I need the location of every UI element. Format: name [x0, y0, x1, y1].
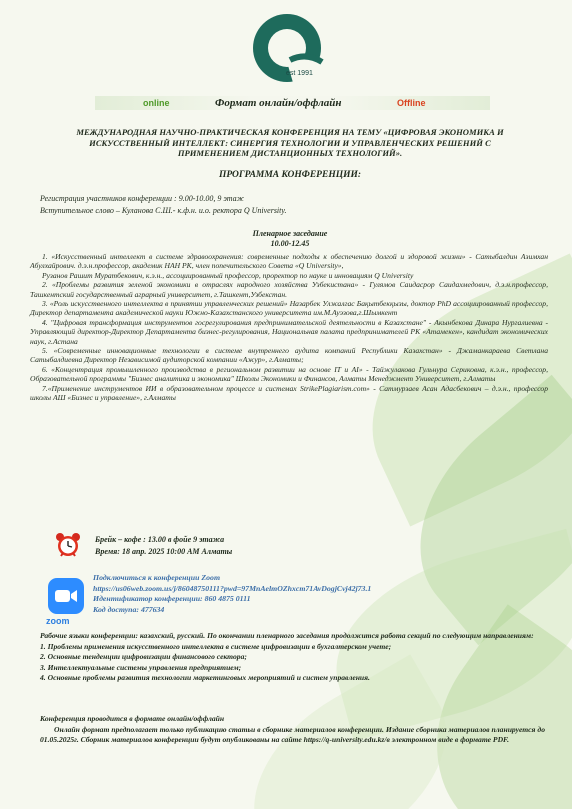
zoom-connect-text: Подключиться к конференции Zoom: [93, 573, 221, 582]
publication-note: Онлайн формат предполагает только публикацию статьи в сборнике материалов конференции. Издание сборника материалов планируется до 01.05.2025г. Сборник материалов конференции будут опубликованы на сайте https://q-university.edu.kz/в электронном виде в формате PDF.: [40, 724, 545, 744]
alarm-clock-icon: [55, 532, 81, 558]
zoom-camera-icon: [48, 578, 84, 614]
format-bar: [95, 96, 490, 110]
coffee-break-time: Время: 18 апр. 2025 10:00 AM Алматы: [95, 547, 233, 556]
section-item: 4. Основные проблемы развития технологии маркетинговых мероприятий и систем управления.: [40, 673, 370, 682]
speaker-item: 1. «Искусственный интеллект в системе здравоохранения: современные подходы к обеспечению долгой и здоровой жизни» - Сатыбалдин Азимхан Абулхайрович. д.э.н.профессор, академик НАН РК, член попечительского Совета «Q University»,: [30, 252, 548, 271]
opening-speech-line: Вступительное слово – Куланова С.Ш.- к.ф.н. и.о. ректора Q University.: [40, 206, 287, 215]
speaker-list: [30, 252, 548, 403]
languages-block: [40, 631, 545, 684]
final-notes: [40, 714, 545, 746]
speaker-item: Рузанов Рашит Муратбекович, к.э.н., ассоциированный профессор, проректор по науке и инновациям Q University: [42, 270, 414, 280]
zoom-link[interactable]: https://us06web.zoom.us/j/86048750111?pwd=97MnAelmOZhxcm71AvDogjCvj42j73.1: [93, 583, 372, 593]
plenary-time: 10.00-12.45: [270, 239, 310, 248]
conference-title: МЕЖДУНАРОДНАЯ НАУЧНО-ПРАКТИЧЕСКАЯ КОНФЕРЕНЦИЯ НА ТЕМУ «ЦИФРОВАЯ ЭКОНОМИКА И ИСКУССТВЕННЫЙ ИНТЕЛЛЕКТ: СИНЕРГИЯ ТЕХНОЛОГИИ И УПРАВЛЕНЧЕСКИХ РЕШЕНИЙ С ПРИМЕНЕНИЕМ ДИСТАНЦИОННЫХ ТЕХНОЛОГИЙ».: [76, 127, 504, 158]
speaker-item: 2. «Проблемы развития зеленой экономики в отраслях народного хозяйства Узбекистана» - Гулямов Саидасрор Саидахмедович, д.э.н.профессор, Ташкентский государственный аграрный университет, г.Ташкент,Узбекстан.: [30, 280, 548, 299]
coffee-break-label: Брейк – кофе : 13.00 в фойе 9 этажа: [95, 535, 225, 544]
section-item: 1. Проблемы применения искусственного интеллекта в системе цифровизации в бухгалтерском учете;: [40, 641, 392, 651]
program-heading: ПРОГРАММА КОНФЕРЕНЦИИ:: [218, 170, 362, 180]
section-item: 2. Основные тенденции цифровизации финансового сектора;: [40, 652, 247, 661]
speaker-item: 7.«Применение инструментов ИИ в образовательном процессе и системах StrikePlagiarism.com» - Сатмурзаев Асан Адасбекович – д.э.н., профессор школы АШ «Бизнес и управление», г.Алматы: [30, 383, 548, 403]
speaker-item: 6. «Концентрация промышленного производства в региональном развитии на основе IT и AI» - Тайжулакова Гульнура Сериковна, к.э.н., профессор, Образовательной программы "Бизнес аналитика и экономика" Школы Экономики и Финансов, Алматы Менеджмент Университет, г.Алматы: [30, 364, 548, 384]
languages-intro: Рабочие языки конференции: казахский, русский. По окончании пленарного заседания продолжится работа секций по следующим направлениям:: [40, 631, 534, 640]
format-title: Формат онлайн/оффлайн: [215, 97, 342, 109]
zoom-details: [93, 573, 533, 615]
plenary-heading: Пленарное заседание: [252, 229, 328, 238]
speaker-item: 4. "Цифровая трансформация инструментов госрегулирования предпринимательской деятельности в Казахстане" - Акынбекова Динара Нургалиевна - Управляющий директор-Директор Департамента бизнес-регулирования, Национальная палата предпринимателей РК «Атамекен», кандидат экономических наук, г.Астана: [30, 317, 548, 346]
zoom-meeting-id: Идентификатор конференции: 860 4875 0111: [93, 594, 251, 603]
speaker-item: 5. «Современные инновационные технологии в системе внутреннего аудита компаний Республики Казахстан» - Джаманкараева Светлана Сатыбалдиевна Директор Независимой аудиторской компании «Ажур», г.Алматы;: [30, 346, 548, 365]
offline-label: Offline: [397, 98, 426, 108]
section-item: 3. Интеллектуальные системы управления предприятием;: [40, 662, 242, 672]
zoom-access-code: Код доступа: 477634: [93, 604, 165, 614]
format-note: Конференция проводится в формате онлайн/оффлайн: [40, 714, 225, 723]
registration-line: Регистрация участников конференции : 9.00-10.00, 9 этаж: [40, 194, 245, 203]
online-label: online: [143, 98, 170, 108]
speaker-item: 3. «Роль искусственного интеллекта в принятии управленческих решений» Назарбек Улжалгас Бақытбекқызы, доктор PhD ассоциированный профессор, Директор департамента академической науки Южно-Казахстанского университета им.М.Ауэзова,г.Шымкент: [30, 299, 548, 318]
logo-est-text: est 1991: [286, 70, 313, 77]
zoom-brand-label: zoom: [46, 616, 70, 626]
